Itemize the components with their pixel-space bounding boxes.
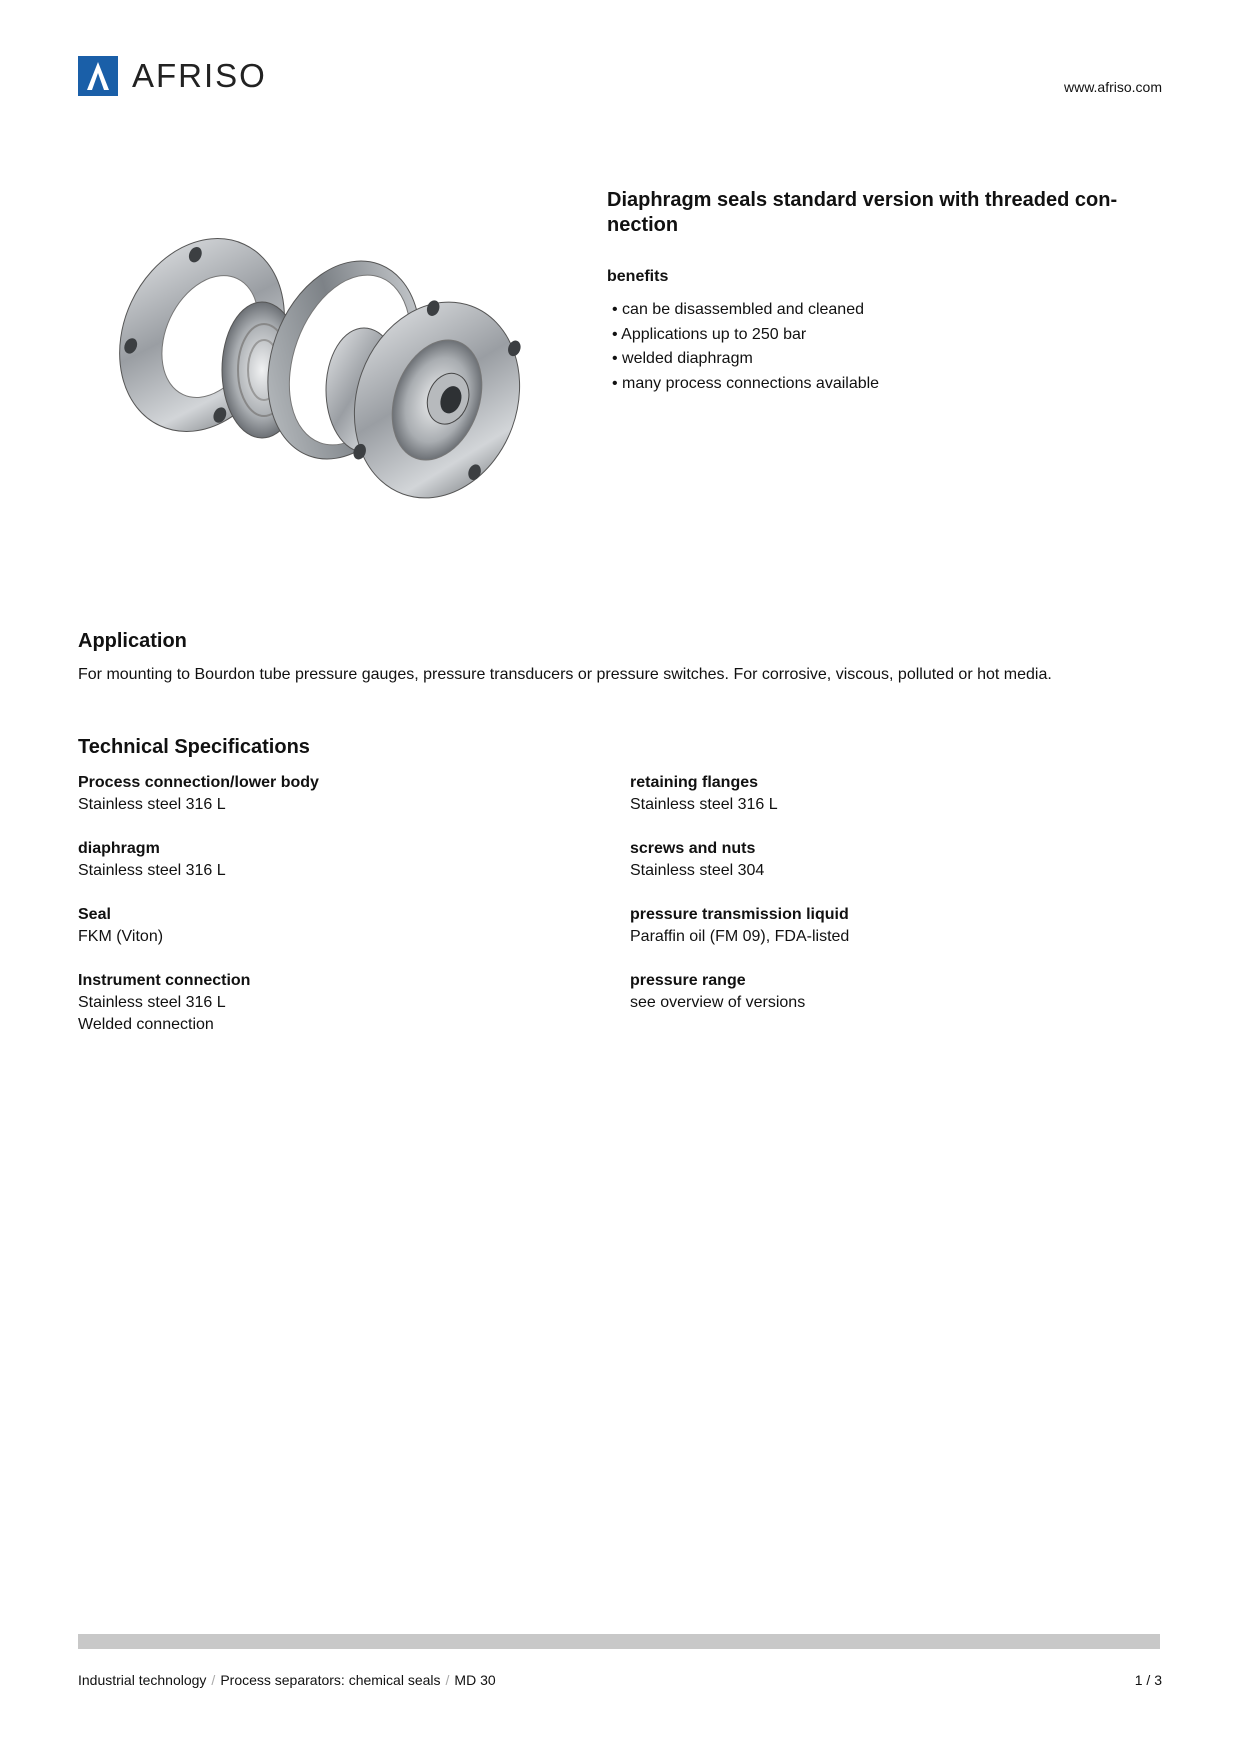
- spec-pressure-range: [630, 970, 1130, 1014]
- product-title: Diaphragm seals standard version with threaded con-nection: [607, 189, 1118, 236]
- spec-retaining-flanges: [630, 772, 1130, 816]
- breadcrumb-item[interactable]: Process separators: chemical seals: [220, 1672, 441, 1688]
- spec-value: Stainless steel 316 L: [630, 796, 778, 813]
- spec-value: Stainless steel 316 L: [78, 994, 226, 1011]
- spec-value: Stainless steel 304: [630, 862, 765, 879]
- spec-label: pressure range: [630, 972, 746, 989]
- spec-value: Stainless steel 316 L: [78, 796, 226, 813]
- benefit-item: • Applications up to 250 bar: [612, 323, 879, 348]
- spec-value: Welded connection: [78, 1016, 214, 1033]
- product-photo: [112, 205, 562, 575]
- brand-logo: [78, 55, 267, 97]
- benefits-heading: benefits: [607, 268, 669, 285]
- spec-label: retaining flanges: [630, 774, 759, 791]
- brand-name: AFRISO: [132, 57, 267, 94]
- breadcrumb-item[interactable]: MD 30: [454, 1672, 496, 1688]
- benefit-item: • welded diaphragm: [612, 347, 879, 372]
- spec-label: screws and nuts: [630, 840, 756, 857]
- spec-screws-nuts: [630, 838, 1130, 882]
- breadcrumb-separator: /: [211, 1672, 216, 1688]
- spec-value: Stainless steel 316 L: [78, 862, 226, 879]
- afriso-logo-icon: [78, 56, 118, 96]
- specs-left-column: [78, 772, 578, 1058]
- spec-value: FKM (Viton): [78, 928, 164, 945]
- spec-seal: [78, 904, 578, 948]
- breadcrumb-separator: /: [445, 1672, 450, 1688]
- spec-value: see overview of versions: [630, 994, 806, 1011]
- spec-value: Paraffin oil (FM 09), FDA-listed: [630, 928, 850, 945]
- benefit-item: • can be disassembled and cleaned: [612, 298, 879, 323]
- spec-label: pressure transmission liquid: [630, 906, 849, 923]
- breadcrumb-item[interactable]: Industrial technology: [78, 1672, 207, 1688]
- spec-diaphragm: [78, 838, 578, 882]
- application-text: For mounting to Bourdon tube pressure gauges, pressure transducers or pressure switches. For corrosive, viscous, polluted or hot media.: [78, 666, 1052, 683]
- page-number: 1 / 3: [1134, 1672, 1162, 1688]
- benefits-list: [612, 298, 879, 397]
- spec-label: diaphragm: [78, 840, 160, 857]
- specs-right-column: [630, 772, 1130, 1036]
- spec-label: Process connection/lower body: [78, 774, 319, 791]
- spec-transmission-liquid: [630, 904, 1130, 948]
- breadcrumb: [78, 1672, 496, 1688]
- footer-divider: [78, 1634, 1160, 1649]
- spec-process-connection: [78, 772, 578, 816]
- spec-label: Seal: [78, 906, 111, 923]
- spec-instrument-connection: [78, 970, 578, 1036]
- website-link[interactable]: www.afriso.com: [1063, 79, 1162, 95]
- application-heading: Application: [78, 630, 187, 652]
- spec-label: Instrument connection: [78, 972, 251, 989]
- specs-heading: Technical Specifications: [78, 736, 310, 758]
- benefit-item: • many process connections available: [612, 372, 879, 397]
